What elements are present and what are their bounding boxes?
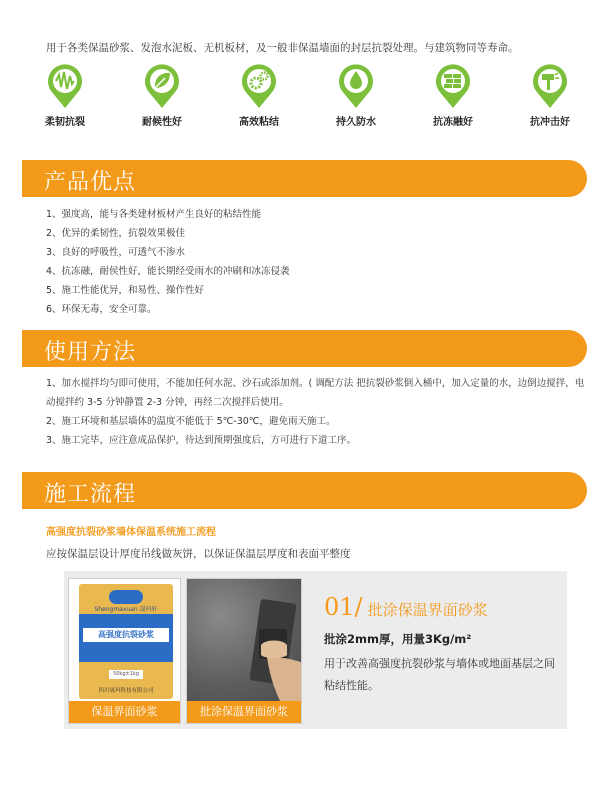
brick-icon [433,63,473,109]
drop-icon [336,63,376,109]
list-item: 2、施工环境和基层墙体的温度不能低于 5℃-30℃，避免雨天施工。 [46,416,336,427]
usage-list [46,374,586,450]
wave-icon [45,63,85,109]
feature-label: 耐候性好 [142,117,182,128]
step-heading [324,593,488,621]
hammer-icon [530,63,570,109]
section-title: 使用方法 [44,340,137,365]
process-description: 应按保温层设计厚度吊线做灰饼，以保证保温层厚度和表面平整度 [46,548,351,560]
section-title: 产品优点 [44,170,137,195]
feature-label: 高效粘结 [239,117,279,128]
list-item: 2、优异的柔韧性，抗裂效果极佳 [46,228,186,239]
feature-label: 抗冻融好 [433,117,473,128]
product-bag-image [79,584,173,699]
step-description: 用于改善高强度抗裂砂浆与墙体或地面基层之间粘结性能。 [324,657,555,692]
section-header-usage [22,330,587,367]
list-item: 5、施工性能优异，和易性、操作性好 [46,285,205,296]
list-item: 4、抗冻融，耐侯性好，能长期经受雨水的冲刷和冰冻侵袭 [46,266,290,277]
feature-icons [30,63,590,135]
bag-manufacturer: 四川晟玛科技有限公司 [98,688,154,694]
section-title: 施工流程 [44,482,137,507]
step-slash: / [354,593,363,621]
feature-label: 抗冲击好 [530,117,570,128]
step-panel [64,571,567,729]
brand-logo-icon [109,590,143,604]
trowel-hand-image [187,579,302,703]
feature-label: 柔韧抗裂 [45,117,85,128]
product-photo [68,578,181,724]
section-header-advantages [22,160,587,197]
section-header-process [22,472,587,509]
bag-product-name: 高强度抗裂砂浆 [83,628,169,642]
step-number: 01 [324,593,355,621]
feature-item [30,63,100,128]
bag-brand: Shengmaxuan 晟玛轩 [94,606,158,613]
feature-item [127,63,197,128]
wall-texture-image [187,579,301,703]
list-item: 6、环保无毒，安全可靠。 [46,304,157,315]
list-item: 1、强度高，能与各类建材板材产生良好的粘结性能 [46,209,262,220]
photo-caption: 批涂保温界面砂浆 [187,701,301,723]
list-item: 1、加水搅拌均匀即可使用，不能加任何水泥、沙石或添加剂。( 调配方法 把抗裂砂浆倒入桶中，加入定量的水，边倒边搅拌，电动搅拌约 3-5 分钟静置 2-3 分钟，再经二次搅拌后使用。 [46,378,585,408]
feature-item [418,63,488,128]
list-item: 3、良好的呼吸性，可透气不渗水 [46,247,186,258]
process-subtitle: 高强度抗裂砂浆墙体保温系统施工流程 [46,527,216,538]
step-title: 批涂保温界面砂浆 [367,601,488,619]
list-item: 3、施工完毕，应注意成品保护，待达到预期强度后，方可进行下道工序。 [46,435,357,446]
feature-label: 持久防水 [336,117,376,128]
feature-item [321,63,391,128]
application-photo [186,578,302,724]
feature-item [224,63,294,128]
leaf-icon [142,63,182,109]
bag-net-weight: 50kg±1kg [109,670,143,679]
advantages-list [46,205,290,319]
photo-caption: 保温界面砂浆 [69,701,180,723]
intro-text: 用于各类保温砂浆、发泡水泥板、无机板材，及一般非保温墙面的封层抗裂处理。与建筑物同等寿命。 [46,42,519,54]
gear-icon [239,63,279,109]
feature-item [515,63,585,128]
step-spec: 批涂2mm厚，用量3Kg/m² [324,632,472,646]
